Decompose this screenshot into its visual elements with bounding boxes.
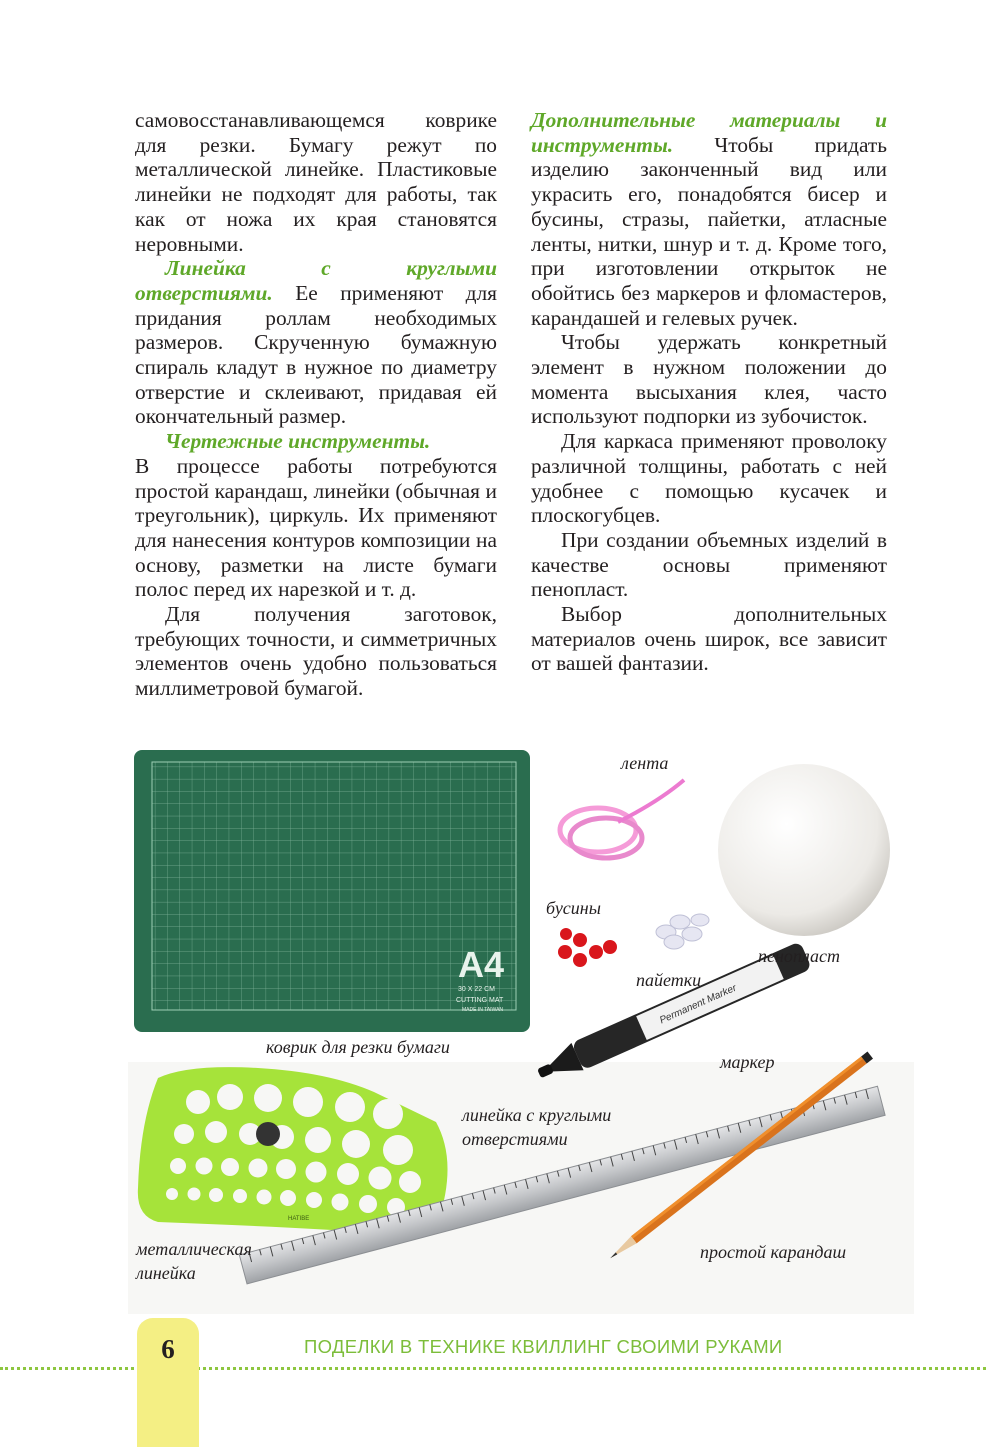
caption-cutting-mat: коврик для резки бумаги [266, 1037, 450, 1057]
sequins-icon [656, 914, 709, 949]
paragraph: самовосстанавливающемся коврике для резки. Бумагу режут по металлической линейке. Пластиковые линейки не подходят для работы, так как от ножа их края становятся неровными. [135, 108, 497, 256]
running-title: ПОДЕЛКИ В ТЕХНИКЕ КВИЛЛИНГ СВОИМИ РУКАМИ [304, 1336, 783, 1357]
page-number-tab [137, 1318, 199, 1447]
ribbon-icon [560, 780, 684, 858]
stencil-brand-label: HATIBE [288, 1216, 310, 1222]
caption-beads: бусины [546, 898, 601, 918]
caption-ribbon: лента [621, 753, 669, 773]
page-number: 6 [161, 1334, 175, 1364]
mat-made-label: MADE IN TAIWAN [462, 1007, 504, 1013]
caption-sequins: пайетки [636, 970, 702, 990]
red-beads-icon [558, 928, 617, 967]
caption-foam: пенопласт [758, 946, 840, 966]
caption-metal-ruler-line2: линейка [136, 1263, 196, 1283]
paragraph [531, 108, 887, 330]
paragraph: В процессе работы потребуются простой карандаш, линейки (обычная и треугольник), циркуль. Их применяют для нанесения контуров композиции на основу, разметки на листе бумаги полос перед их нарезкой и т. д. [135, 453, 497, 602]
marker-brand-label: Permanent Marker [658, 982, 739, 1027]
section-heading: Дополнительные материалы и инструменты. [531, 108, 887, 157]
right-column [531, 108, 887, 676]
tools-illustration [118, 742, 914, 1314]
paragraph: При создании объемных изделий в качестве основы применяют пенопласт. [531, 527, 887, 602]
mat-a4-label: A4 [458, 944, 505, 985]
paragraph: Чтобы удержать конкретный элемент в нужном положении до момента высыхания клея, часто используют подпорки из зубочисток. [531, 330, 887, 429]
paragraph [135, 429, 497, 454]
paragraph-text: Ее применяют для придания роллам необходимых размеров. Скрученную бумажную спираль кладут в нужное по диаметру отверстие и склеивают, придавая ей окончательный размер. [135, 280, 497, 429]
caption-marker: маркер [720, 1052, 775, 1072]
mat-type-label: CUTTING MAT [456, 997, 504, 1004]
caption-metal-ruler-line1: металлическая [136, 1239, 252, 1259]
caption-pencil: простой карандаш [700, 1242, 847, 1262]
mat-size-label: 30 X 22 CM [458, 986, 495, 993]
section-heading: Линейка с круглыми отверстиями. [135, 256, 497, 305]
cutting-mat [134, 750, 530, 1032]
caption-circle-ruler-line1: линейка с круглыми [462, 1105, 612, 1125]
section-heading: Чертежные инструменты. [165, 429, 431, 454]
paragraph: Для получения заготовок, требующих точности, и симметричных элементов очень удобно пользоваться миллиметровой бумагой. [135, 602, 497, 701]
caption-circle-ruler-line2: отверстиями [462, 1129, 568, 1149]
paragraph-text: Чтобы придать изделию законченный вид или украсить его, понадобятся бисер и бусины, стразы, пайетки, атласные ленты, нитки, шнур и т. д. Кроме того, при изготовлении открыток не обойтись без маркеров и фломастеров, карандашей и гелевых ручек. [531, 132, 887, 330]
paragraph: Для каркаса применяют проволоку различной толщины, работать с ней удобнее с помощью кусачек и плоскогубцев. [531, 429, 887, 528]
paragraph: Выбор дополнительных материалов очень широк, все зависит от вашей фантазии. [531, 602, 887, 676]
left-column [135, 108, 497, 701]
foam-ball-icon [718, 764, 890, 936]
paragraph [135, 256, 497, 429]
